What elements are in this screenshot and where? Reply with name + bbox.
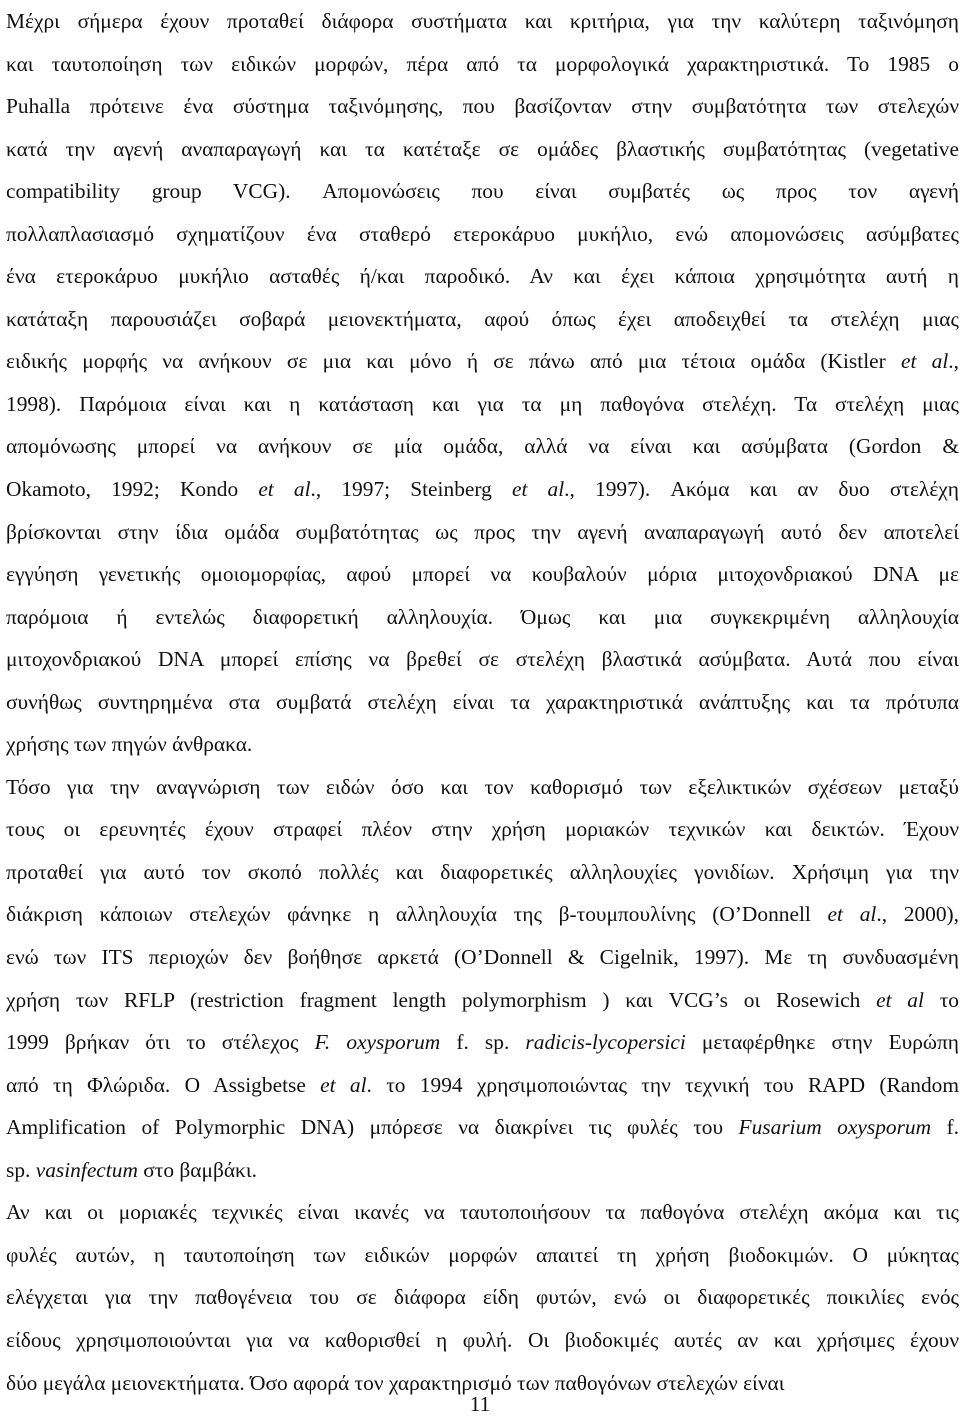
text-line <box>6 1064 959 1107</box>
text-run: χρήσης των πηγών άνθρακα. <box>6 732 253 757</box>
text-line <box>6 468 959 511</box>
text-line <box>6 85 959 128</box>
text-run: sp. <box>6 1157 36 1182</box>
text-line <box>6 723 959 766</box>
text-run: διάκριση κάποιων στελεχών φάνηκε η αλληλουχία της β-τουμπουλίνης (O’Donnell <box>6 902 828 927</box>
text-run: από τη Φλώριδα. O Assigbetse <box>6 1072 321 1097</box>
text-line <box>6 979 959 1022</box>
text-run: χρήση των RFLP (restriction fragment length polymorphism ) και VCG’s οι Rosewich <box>6 987 877 1012</box>
text-run: και ταυτοποίηση των ειδικών μορφών, πέρα από τα μορφολογικά χαρακτηριστικά. Το 1985 ο <box>6 51 959 76</box>
text-run: Okamoto, 1992; Kondo <box>6 477 259 502</box>
text-run: ένα ετεροκάρυο μυκήλιο ασταθές ή/και παροδικό. Αν και έχει κάποια χρησιμότητα αυτή η <box>6 264 959 289</box>
text-run: δύο μεγάλα μειονεκτήματα. Όσο αφορά τον χαρακτηρισμό των παθογόνων στελεχών είναι <box>6 1370 785 1395</box>
text-line <box>6 596 959 639</box>
text-line <box>6 1149 959 1192</box>
text-run: στο βαμβάκι. <box>137 1157 257 1182</box>
text-run: Puhalla πρότεινε ένα σύστημα ταξινόμησης, που βασίζονταν στην συμβατότητα των στελεχών <box>6 94 959 119</box>
text-run: μιτοχονδριακού DNA μπορεί επίσης να βρεθεί σε στελέχη βλαστικά ασύμβατα. Αυτά που είναι <box>6 647 959 672</box>
text-run: το <box>923 987 959 1012</box>
text-line <box>6 0 959 43</box>
text-line <box>6 128 959 171</box>
text-run: ., 1997; Steinberg <box>310 477 512 502</box>
text-run: συνήθως συντηρημένα στα συμβατά στελέχη είναι τα χαρακτηριστικά ανάπτυξης και τα πρότυπα <box>6 689 959 714</box>
italic-term: et al <box>900 349 949 374</box>
text-run: βρίσκονται στην ίδια ομάδα συμβατότητας ως προς την αγενή αναπαραγωγή αυτό δεν αποτελεί <box>6 519 959 544</box>
text-line <box>6 383 959 426</box>
text-line <box>6 851 959 894</box>
text-line <box>6 681 959 724</box>
text-line <box>6 766 959 809</box>
italic-term: vasinfectum <box>35 1157 138 1182</box>
text-run: φυλές αυτών, η ταυτοποίηση των ειδικών μορφών απαιτεί τη χρήση βιοδοκιμών. Ο μύκητας <box>6 1242 959 1267</box>
text-run: παρόμοια ή εντελώς διαφορετική αλληλουχία. Όμως και μια συγκεκριμένη αλληλουχία <box>6 604 959 629</box>
text-line <box>6 553 959 596</box>
italic-term: F. oxysporum <box>314 1030 441 1055</box>
text-line <box>6 1234 959 1277</box>
text-line <box>6 340 959 383</box>
text-line <box>6 255 959 298</box>
text-run: προταθεί για αυτό τον σκοπό πολλές και διαφορετικές αλληλουχίες γονιδίων. Χρήσιμη για την <box>6 859 959 884</box>
text-run: . το 1994 χρησιμοποιώντας την τεχνική του RAPD (Random <box>366 1072 959 1097</box>
text-run: Amplification of Polymorphic DNA) μπόρεσε να διακρίνει τις φυλές του <box>6 1115 739 1140</box>
text-run: ., 1997). Ακόμα και αν δυο στελέχη <box>564 477 959 502</box>
text-line <box>6 43 959 86</box>
italic-term: Fusarium oxysporum <box>738 1115 932 1140</box>
text-run: ., <box>948 349 959 374</box>
text-line <box>6 638 959 681</box>
text-run: 1998). Παρόμοια είναι και η κατάσταση και για τα μη παθογόνα στελέχη. Τα στελέχη μιας <box>6 391 959 416</box>
italic-term: et al <box>827 902 877 927</box>
text-run: ελέγχεται για την παθογένεια του σε διάφορα είδη φυτών, ενώ οι διαφορετικές ποικιλίες ενός <box>6 1285 959 1310</box>
text-run: είδους χρησιμοποιούνται για να καθορισθεί η φυλή. Οι βιοδοκιμές αυτές αν και χρήσιμες έχουν <box>6 1327 959 1352</box>
text-line <box>6 425 959 468</box>
text-run: κατά την αγενή αναπαραγωγή και τα κατέταξε σε ομάδες βλαστικής συμβατότητας (vegetative <box>6 136 959 161</box>
text-line <box>6 1021 959 1064</box>
text-run: Τόσο για την αναγνώριση των ειδών όσο και τον καθορισμό των εξελικτικών σχέσεων μεταξύ <box>6 774 959 799</box>
text-line <box>6 511 959 554</box>
text-line <box>6 213 959 256</box>
text-run: απομόνωσης μπορεί να ανήκουν σε μία ομάδα, αλλά να είναι και ασύμβατα (Gordon & <box>6 434 959 459</box>
text-run: ., 2000), <box>876 902 959 927</box>
text-run: τους οι ερευνητές έχουν στραφεί πλέον στην χρήση μοριακών τεχνικών και δεικτών. Έχουν <box>6 817 959 842</box>
text-run: κατάταξη παρουσιάζει σοβαρά μειονεκτήματα, αφού όπως έχει αποδειχθεί τα στελέχη μιας <box>6 306 959 331</box>
italic-term: radicis-lycopersici <box>525 1030 686 1055</box>
text-run: Μέχρι σήμερα έχουν προταθεί διάφορα συστήματα και κριτήρια, για την καλύτερη ταξινόμηση <box>6 9 959 33</box>
italic-term: et al <box>876 987 924 1012</box>
text-line <box>6 298 959 341</box>
text-run: εγγύηση γενετικής ομοιομορφίας, αφού μπορεί να κουβαλούν μόρια μιτοχονδριακού DNA με <box>6 562 959 587</box>
italic-term: et al <box>320 1072 367 1097</box>
text-run: ειδικής μορφής να ανήκουν σε μια και μόνο ή σε πάνω από μια τέτοια ομάδα (Kistler <box>6 349 901 374</box>
italic-term: et al <box>511 477 565 502</box>
text-line <box>6 936 959 979</box>
text-run: πολλαπλασιασμό σχηματίζουν ένα σταθερό ετεροκάρυο μυκήλιο, ενώ απομονώσεις ασύμβατες <box>6 221 959 246</box>
text-run: ενώ των ITS περιοχών δεν βοήθησε αρκετά (O’Donnell & Cigelnik, 1997). Με τη συνδυασμένη <box>6 945 959 970</box>
document-body <box>6 0 959 1404</box>
italic-term: et al <box>258 477 311 502</box>
text-run: μεταφέρθηκε στην Ευρώπη <box>685 1030 959 1055</box>
text-run: Αν και οι μοριακές τεχνικές είναι ικανές να ταυτοποιήσουν τα παθογόνα στελέχη ακόμα και τις <box>6 1200 959 1225</box>
text-line <box>6 1276 959 1319</box>
text-run: f. sp. <box>440 1030 526 1055</box>
text-line <box>6 170 959 213</box>
text-line <box>6 1319 959 1362</box>
page-number: 11 <box>469 1392 491 1416</box>
text-line <box>6 1191 959 1234</box>
text-run: compatibility group VCG). Απομονώσεις που είναι συμβατές ως προς τον αγενή <box>6 179 959 204</box>
text-line <box>6 893 959 936</box>
text-run: f. <box>931 1115 959 1140</box>
text-line <box>6 808 959 851</box>
text-run: 1999 βρήκαν ότι το στέλεχος <box>6 1030 315 1055</box>
text-line <box>6 1106 959 1149</box>
